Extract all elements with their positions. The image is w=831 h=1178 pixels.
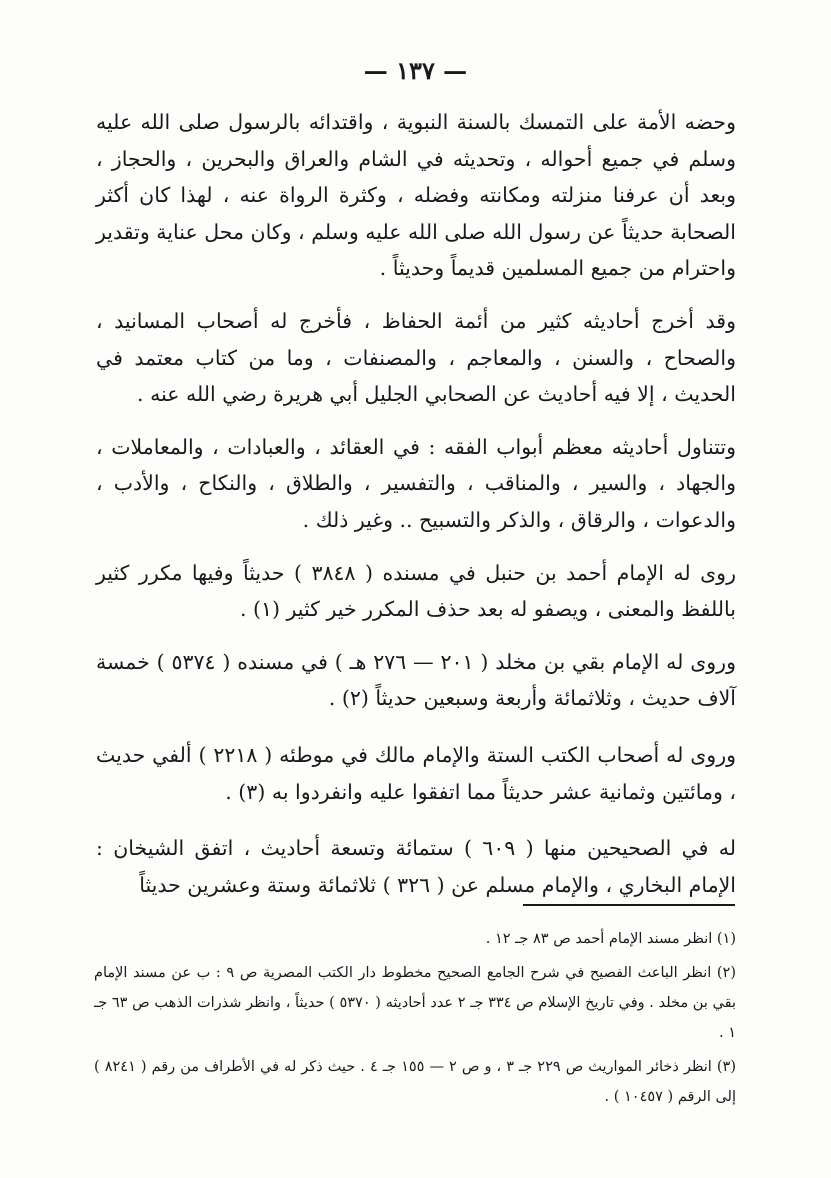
paragraph: وحضه الأمة على التمسك بالسنة النبوية ، واقتدائه بالرسول صلى الله عليه وسلم في جميع أحواله ، وتحديثه في الشام والعراق والبحرين ، والحجاز ، وبعد أن عرفنا منزلته ومكانته وفضله ، وكثرة الرواة عنه ، لهذا كان أكثر الصحابة حديثاً عن رسول الله صلى الله عليه وسلم ، وكان محل عناية وتقدير واحترام من جميع المسلمين قديماً وحديثاً . <box>96 110 736 281</box>
footnote-divider <box>523 904 735 906</box>
body-text <box>96 104 736 903</box>
paragraph: وقد أخرج أحاديثه كثير من أئمة الحفاظ ، فأخرج له أصحاب المسانيد ، والصحاح ، والسنن ، والمعاجم ، والمصنفات ، وما من كتاب معتمد في الحديث ، إلا فيه أحاديث عن الصحابي الجليل أبي هريرة رضي الله عنه . <box>96 308 736 407</box>
footnote: (٢) انظر الباعث الفصيح في شرح الجامع الصحيح مخطوط دار الكتب المصرية ص ٩ : ب عن مسند الإمام بقي بن مخلد . وفي تاريخ الإسلام ص ٣٣٤ جـ ٢ عدد أحاديثه ( ٥٣٧٠ ) حديثاً ، وانظر شذرات الذهب ص ٦٣ جـ ١ . <box>94 965 737 1041</box>
footnote: (٣) انظر ذخائر المواريث ص ٢٢٩ جـ ٣ ، و ص ٢ — ١٥٥ جـ ٤ . حيث ذكر له في الأطراف من رقم ( ٨٢٤١ ) إلى الرقم ( ١٠٤٥٧ ) . <box>94 1059 736 1105</box>
page-number: — ١٣٧ — <box>363 56 468 85</box>
paragraph: له في الصحيحين منها ( ٦٠٩ ) ستمائة وتسعة أحاديث ، اتفق الشيخان : الإمام البخاري ، والإمام مسلم عن ( ٣٢٦ ) ثلاثمائة وستة وعشرين حديثاً <box>96 836 736 897</box>
paragraph: وروى له أصحاب الكتب الستة والإمام مالك في موطئه ( ٢٢١٨ ) ألفي حديث ، ومائتين وثمانية عشر حديثاً مما اتفقوا عليه وانفردوا به (٣) . <box>96 742 736 804</box>
paragraph: روى له الإمام أحمد بن حنبل في مسنده ( ٣٨٤٨ ) حديثاً وفيها مكرر كثير باللفظ والمعنى ، ويصفو له بعد حذف المكرر خير كثير (١) . <box>96 560 736 622</box>
paragraph: وتتناول أحاديثه معظم أبواب الفقه : في العقائد ، والعبادات ، والمعاملات ، والجهاد ، والسير ، والمناقب ، والتفسير ، والطلاق ، والنكاح ، والأدب ، والدعوات ، والرقاق ، والذكر والتسبيح .. وغير ذلك . <box>96 434 736 532</box>
paragraph: وروى له الإمام بقي بن مخلد ( ٢٠١ — ٢٧٦ هـ ) في مسنده ( ٥٣٧٤ ) خمسة آلاف حديث ، وثلاثمائة وأربعة وسبعين حديثاً (٢) . <box>96 649 736 711</box>
footnote: (١) انظر مسند الإمام أحمد ص ٨٣ جـ ١٢ . <box>485 931 736 947</box>
footnotes <box>94 924 736 1116</box>
